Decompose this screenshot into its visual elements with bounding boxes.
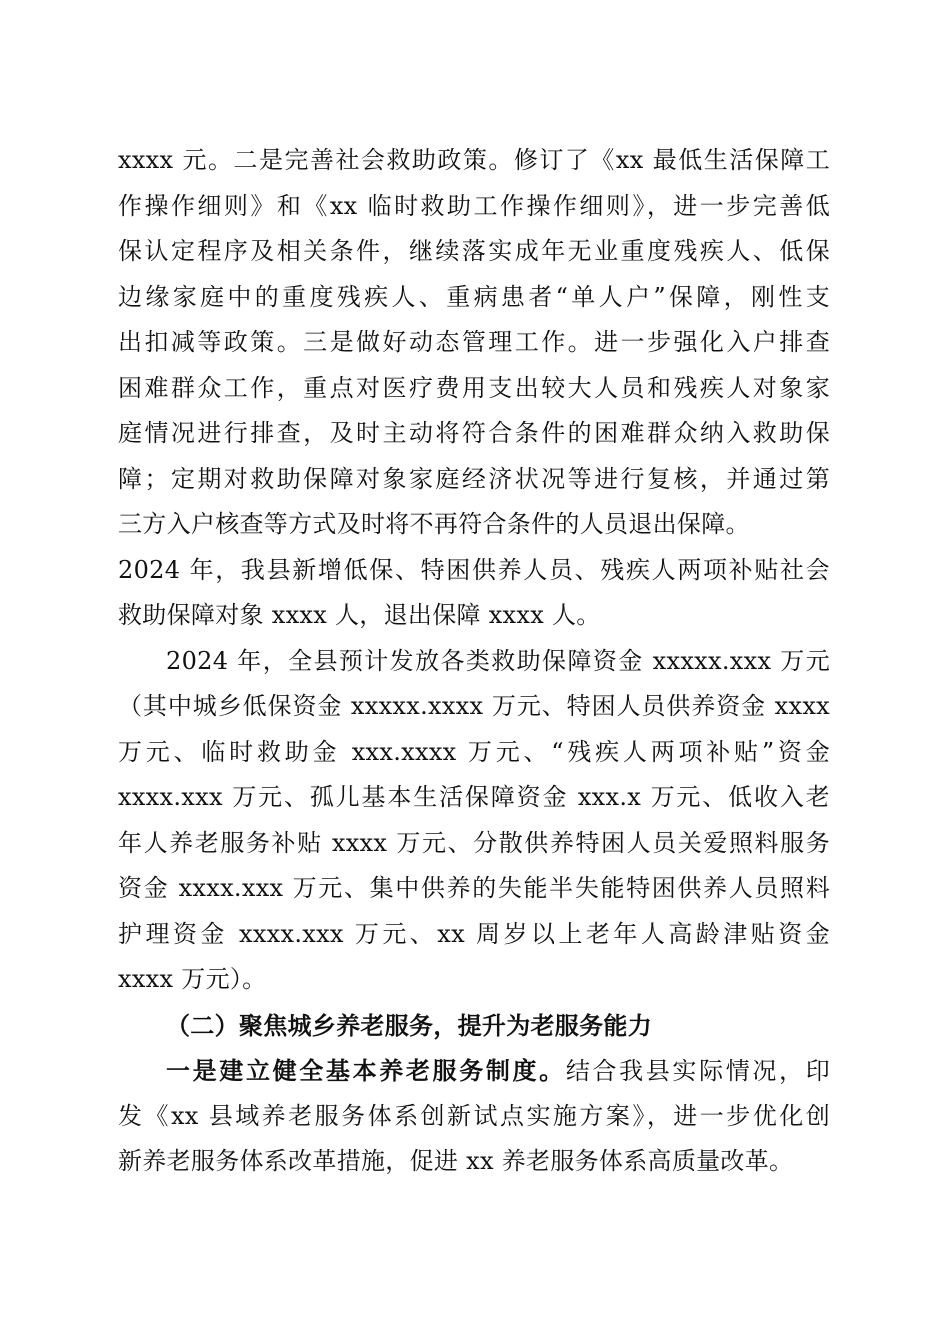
text-line: 救助保障对象 xxxx 人，退出保障 xxxx 人。 — [118, 601, 601, 629]
text-line: 作操作细则》和《xx 临时救助工作操作细则》，进一步完善低 — [118, 191, 830, 220]
section-heading: （二）聚焦城乡养老服务，提升为老服务能力 — [166, 1010, 652, 1040]
text-line: 困难群众工作，重点对医疗费用支出较大人员和残疾人对象家 — [118, 373, 830, 402]
text-line: 万元、临时救助金 xxx.xxxx 万元、“残疾人两项补贴”资金 — [118, 737, 830, 766]
text-line: xxxx.xxx 万元、孤儿基本生活保障资金 xxx.x 万元、低收入老 — [118, 783, 830, 811]
paragraph-funds — [118, 639, 830, 1003]
text-line: 护理资金 xxxx.xxx 万元、xx 周岁以上老年人高龄津贴资金 — [118, 919, 830, 948]
document-body — [118, 138, 830, 1185]
text-line: 年人养老服务补贴 xxxx 万元、分散供养特困人员关爱照料服务 — [118, 828, 830, 857]
text-line: 发《xx 县域养老服务体系创新试点实施方案》，进一步优化创 — [118, 1101, 830, 1130]
text-line: 新养老服务体系改革措施，促进 xx 养老服务体系高质量改革。 — [118, 1147, 794, 1175]
text-line: 2024 年，我县新增低保、特困供养人员、残疾人两项补贴社会 — [118, 555, 830, 584]
text-line: （其中城乡低保资金 xxxxx.xxxx 万元、特困人员供养资金 xxxx — [118, 692, 830, 720]
text-line: xxxx 万元）。 — [118, 965, 267, 993]
text-line: xxxx 元。二是完善社会救助政策。修订了《xx 最低生活保障工 — [118, 146, 830, 174]
text-line: 保认定程序及相关条件，继续落实成年无业重度残疾人、低保 — [118, 237, 830, 265]
text-line: 庭情况进行排查，及时主动将符合条件的困难群众纳入救助保 — [118, 419, 830, 447]
text-line: 边缘家庭中的重度残疾人、重病患者“单人户”保障，刚性支 — [118, 282, 830, 311]
text-line: 2024 年，全县预计发放各类救助保障资金 xxxxx.xxx 万元 — [166, 646, 830, 675]
text-line: 资金 xxxx.xxx 万元、集中供养的失能半失能特困供养人员照料 — [118, 874, 830, 902]
lead-line-rest: 结合我县实际情况，印 — [565, 1057, 830, 1085]
paragraph-elderly-care — [118, 1048, 830, 1185]
lead-sentence: 一是建立健全基本养老服务制度。 — [166, 1056, 566, 1085]
text-line: 出扣减等政策。三是做好动态管理工作。进一步强化入户排查 — [118, 328, 830, 356]
text-line — [118, 1048, 830, 1094]
paragraph-social-assistance — [118, 138, 830, 639]
text-line: 障；定期对救助保障对象家庭经济状况等进行复核，并通过第 — [118, 464, 830, 493]
text-line: 三方入户核查等方式及时将不再符合条件的人员退出保障。 — [118, 510, 750, 538]
